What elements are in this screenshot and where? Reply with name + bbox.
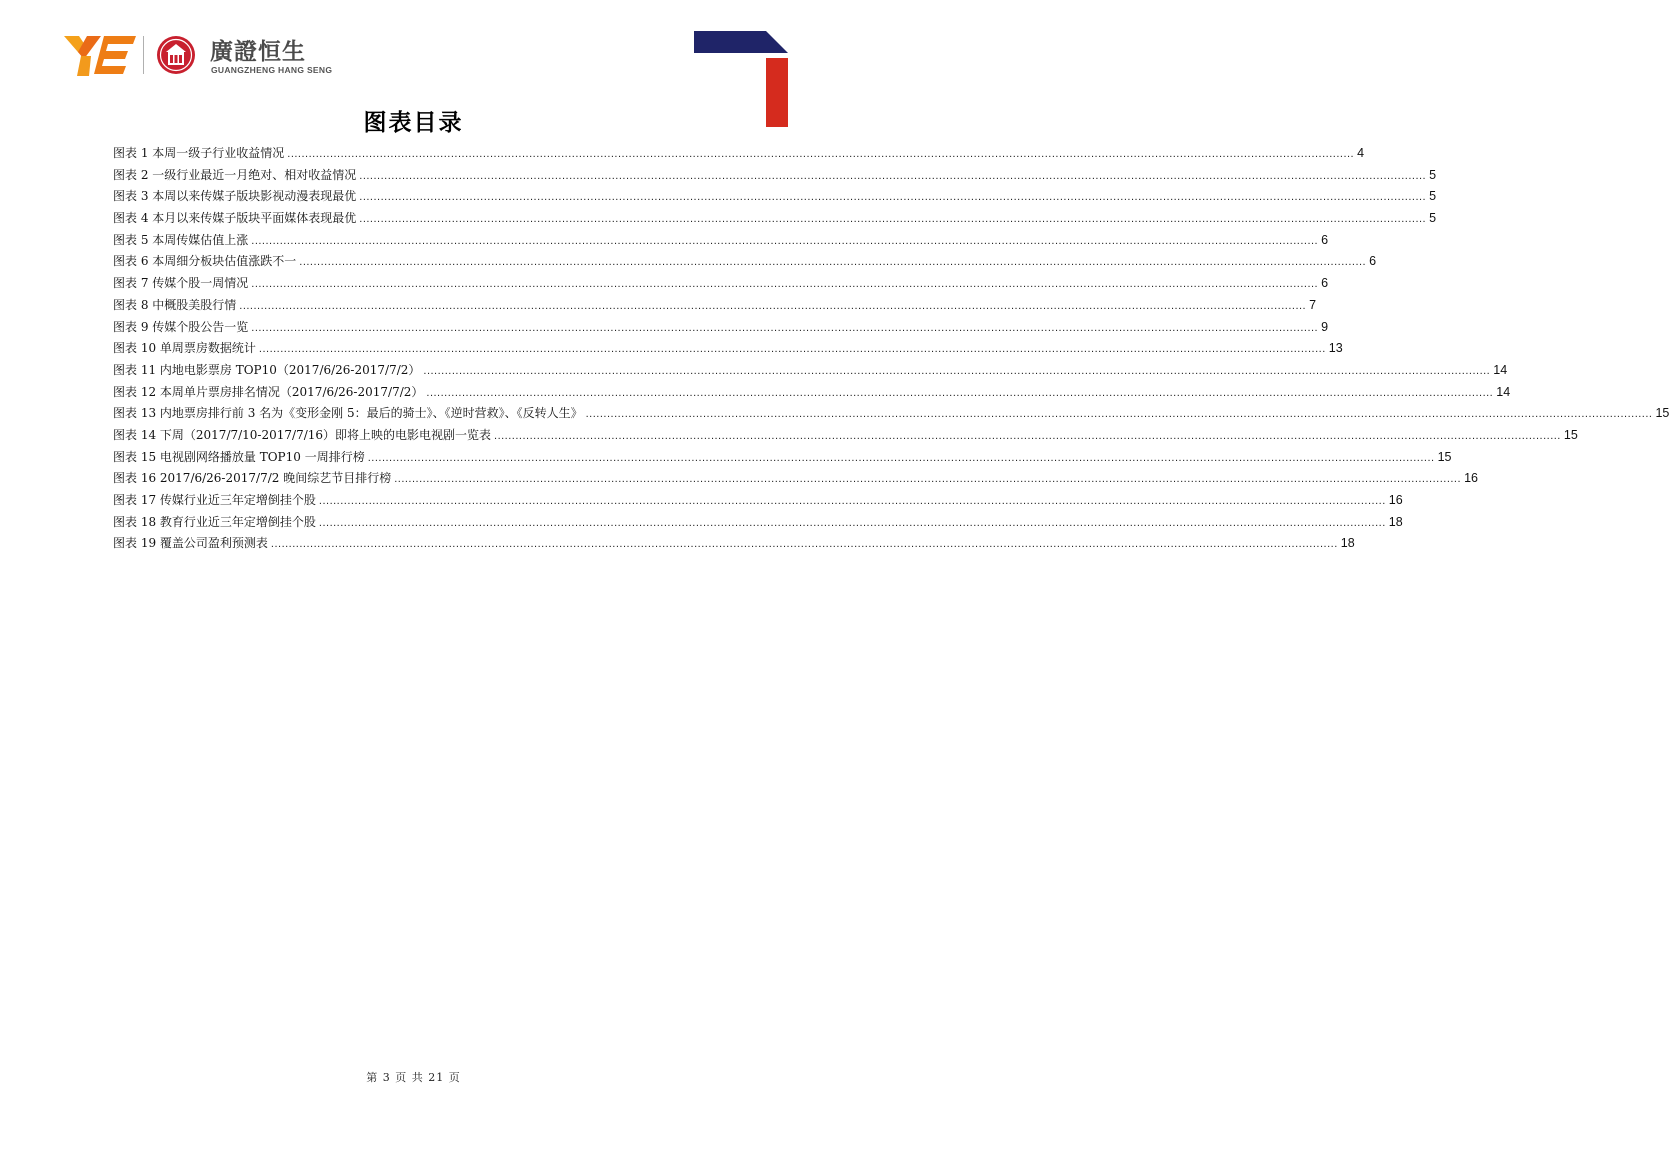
toc-entry[interactable]: [113, 425, 1578, 447]
toc-entry-label: 图表 13 内地票房排行前 3 名为《变形金刚 5：最后的骑士》、《逆时营救》、《反转人生》: [113, 406, 583, 421]
toc-entry-page: 13: [1328, 341, 1343, 356]
toc-entry[interactable]: [113, 165, 1437, 187]
toc-entry-page: 6: [1369, 254, 1377, 269]
toc-entry[interactable]: [113, 273, 1329, 295]
toc-entry[interactable]: [113, 338, 1343, 360]
toc-entry[interactable]: [113, 382, 1511, 404]
toc-entry-page: 9: [1321, 319, 1329, 334]
toc-list: [113, 143, 1669, 555]
toc-entry-label: 图表 11 内地电影票房 TOP10（2017/6/26-2017/7/2）: [113, 362, 421, 377]
toc-dot-leader: ............................................................................................................................................................................................................................................................................................................: [359, 213, 1427, 226]
toc-entry-label: 图表 4 本月以来传媒子版块平面媒体表现最优: [113, 211, 357, 226]
toc-dot-leader: ............................................................................................................................................................................................................................................................................................................: [394, 473, 1462, 486]
toc-entry-page: 15: [1655, 406, 1669, 421]
toc-dot-leader: ............................................................................................................................................................................................................................................................................................................: [318, 495, 1386, 507]
toc-entry-label: 图表 2 一级行业最近一月绝对、相对收益情况: [113, 167, 357, 182]
toc-entry-page: 5: [1429, 167, 1437, 182]
toc-entry[interactable]: [113, 468, 1478, 490]
toc-entry-page: 18: [1340, 536, 1355, 551]
toc-entry[interactable]: [113, 490, 1403, 512]
toc-entry-label: 图表 6 本周细分板块估值涨跌不一: [113, 254, 297, 269]
toc-entry-label: 图表 8 中概股美股行情: [113, 297, 237, 312]
toc-entry-page: 5: [1429, 189, 1437, 204]
toc-dot-leader: ............................................................................................................................................................................................................................................................................................................: [367, 451, 1435, 464]
seal-icon: [156, 35, 196, 75]
toc-entry-page: 15: [1563, 427, 1578, 442]
toc-entry-label: 图表 15 电视剧网络播放量 TOP10 一周排行榜: [113, 449, 365, 464]
logo-divider: [143, 36, 144, 74]
toc-entry[interactable]: [113, 251, 1377, 273]
toc-dot-leader: ............................................................................................................................................................................................................................................................................................................: [318, 516, 1386, 529]
toc-entry[interactable]: [113, 403, 1669, 425]
toc-dot-leader: ............................................................................................................................................................................................................................................................................................................: [287, 148, 1355, 160]
page-footer: 第 3 页 共 21 页: [366, 1071, 461, 1084]
toc-entry-label: 图表 18 教育行业近三年定增倒挂个股: [113, 514, 316, 529]
toc-entry-page: 16: [1464, 471, 1478, 486]
toc-entry-label: 图表 17 传媒行业近三年定增倒挂个股: [113, 493, 316, 507]
toc-entry-label: 图表 12 本周单片票房排名情况（2017/6/26-2017/7/2）: [113, 384, 424, 399]
toc-dot-leader: ............................................................................................................................................................................................................................................................................................................: [299, 256, 1367, 269]
toc-entry[interactable]: [113, 360, 1508, 382]
toc-entry[interactable]: [113, 317, 1329, 339]
toc-entry-page: 16: [1388, 493, 1403, 507]
toc-entry-label: 图表 9 传媒个股公告一览: [113, 319, 249, 334]
toc-entry-page: 15: [1437, 449, 1452, 464]
toc-entry[interactable]: [113, 512, 1403, 534]
toc-entry-label: 图表 14 下周（2017/7/10-2017/7/16）即将上映的电影电视剧一览表: [113, 427, 492, 442]
toc-dot-leader: ............................................................................................................................................................................................................................................................................................................: [585, 408, 1653, 421]
toc-entry[interactable]: [113, 447, 1452, 469]
toc-entry-page: 14: [1493, 362, 1508, 377]
toc-dot-leader: ............................................................................................................................................................................................................................................................................................................: [270, 538, 1338, 551]
toc-dot-leader: ............................................................................................................................................................................................................................................................................................................: [251, 234, 1319, 247]
logo-english-name: GUANGZHENG HANG SENG: [211, 65, 333, 75]
toc-entry-label: 图表 19 覆盖公司盈利预测表: [113, 536, 268, 551]
page-title: 图表目录: [363, 110, 464, 136]
toc-entry[interactable]: [113, 186, 1437, 208]
toc-entry[interactable]: [113, 208, 1437, 230]
toc-entry-page: 18: [1388, 514, 1403, 529]
toc-dot-leader: ............................................................................................................................................................................................................................................................................................................: [239, 299, 1307, 312]
toc-dot-leader: ............................................................................................................................................................................................................................................................................................................: [359, 169, 1427, 182]
toc-entry-label: 图表 1 本周一级子行业收益情况: [113, 146, 285, 160]
toc-dot-leader: ............................................................................................................................................................................................................................................................................................................: [494, 429, 1561, 442]
toc-entry-label: 图表 3 本周以来传媒子版块影视动漫表现最优: [113, 189, 357, 204]
toc-dot-leader: ............................................................................................................................................................................................................................................................................................................: [251, 321, 1319, 334]
toc-entry-label: 图表 10 单周票房数据统计: [113, 341, 256, 356]
toc-entry-page: 5: [1429, 211, 1437, 226]
toc-dot-leader: ............................................................................................................................................................................................................................................................................................................: [426, 386, 1494, 399]
toc-dot-leader: ............................................................................................................................................................................................................................................................................................................: [359, 191, 1427, 204]
toc-entry-page: 6: [1321, 232, 1329, 247]
toc-entry-label: 图表 5 本周传媒估值上涨: [113, 232, 249, 247]
toc-entry[interactable]: [113, 533, 1355, 555]
toc-entry-page: 7: [1309, 297, 1317, 312]
toc-entry-page: 6: [1321, 276, 1329, 291]
ye-logo-mark: [64, 34, 136, 76]
toc-dot-leader: ............................................................................................................................................................................................................................................................................................................: [258, 343, 1326, 356]
toc-entry-page: 14: [1496, 384, 1511, 399]
toc-dot-leader: ............................................................................................................................................................................................................................................................................................................: [251, 278, 1319, 291]
toc-entry[interactable]: [113, 230, 1329, 252]
logo-chinese-name: 廣證恒生: [210, 39, 306, 65]
toc-entry-label: 图表 16 2017/6/26-2017/7/2 晚间综艺节目排行榜: [113, 471, 392, 486]
toc-entry[interactable]: [113, 143, 1365, 165]
toc-entry[interactable]: [113, 295, 1317, 317]
toc-entry-page: 4: [1357, 146, 1365, 160]
toc-dot-leader: ............................................................................................................................................................................................................................................................................................................: [423, 364, 1491, 377]
toc-entry-label: 图表 7 传媒个股一周情况: [113, 276, 249, 291]
